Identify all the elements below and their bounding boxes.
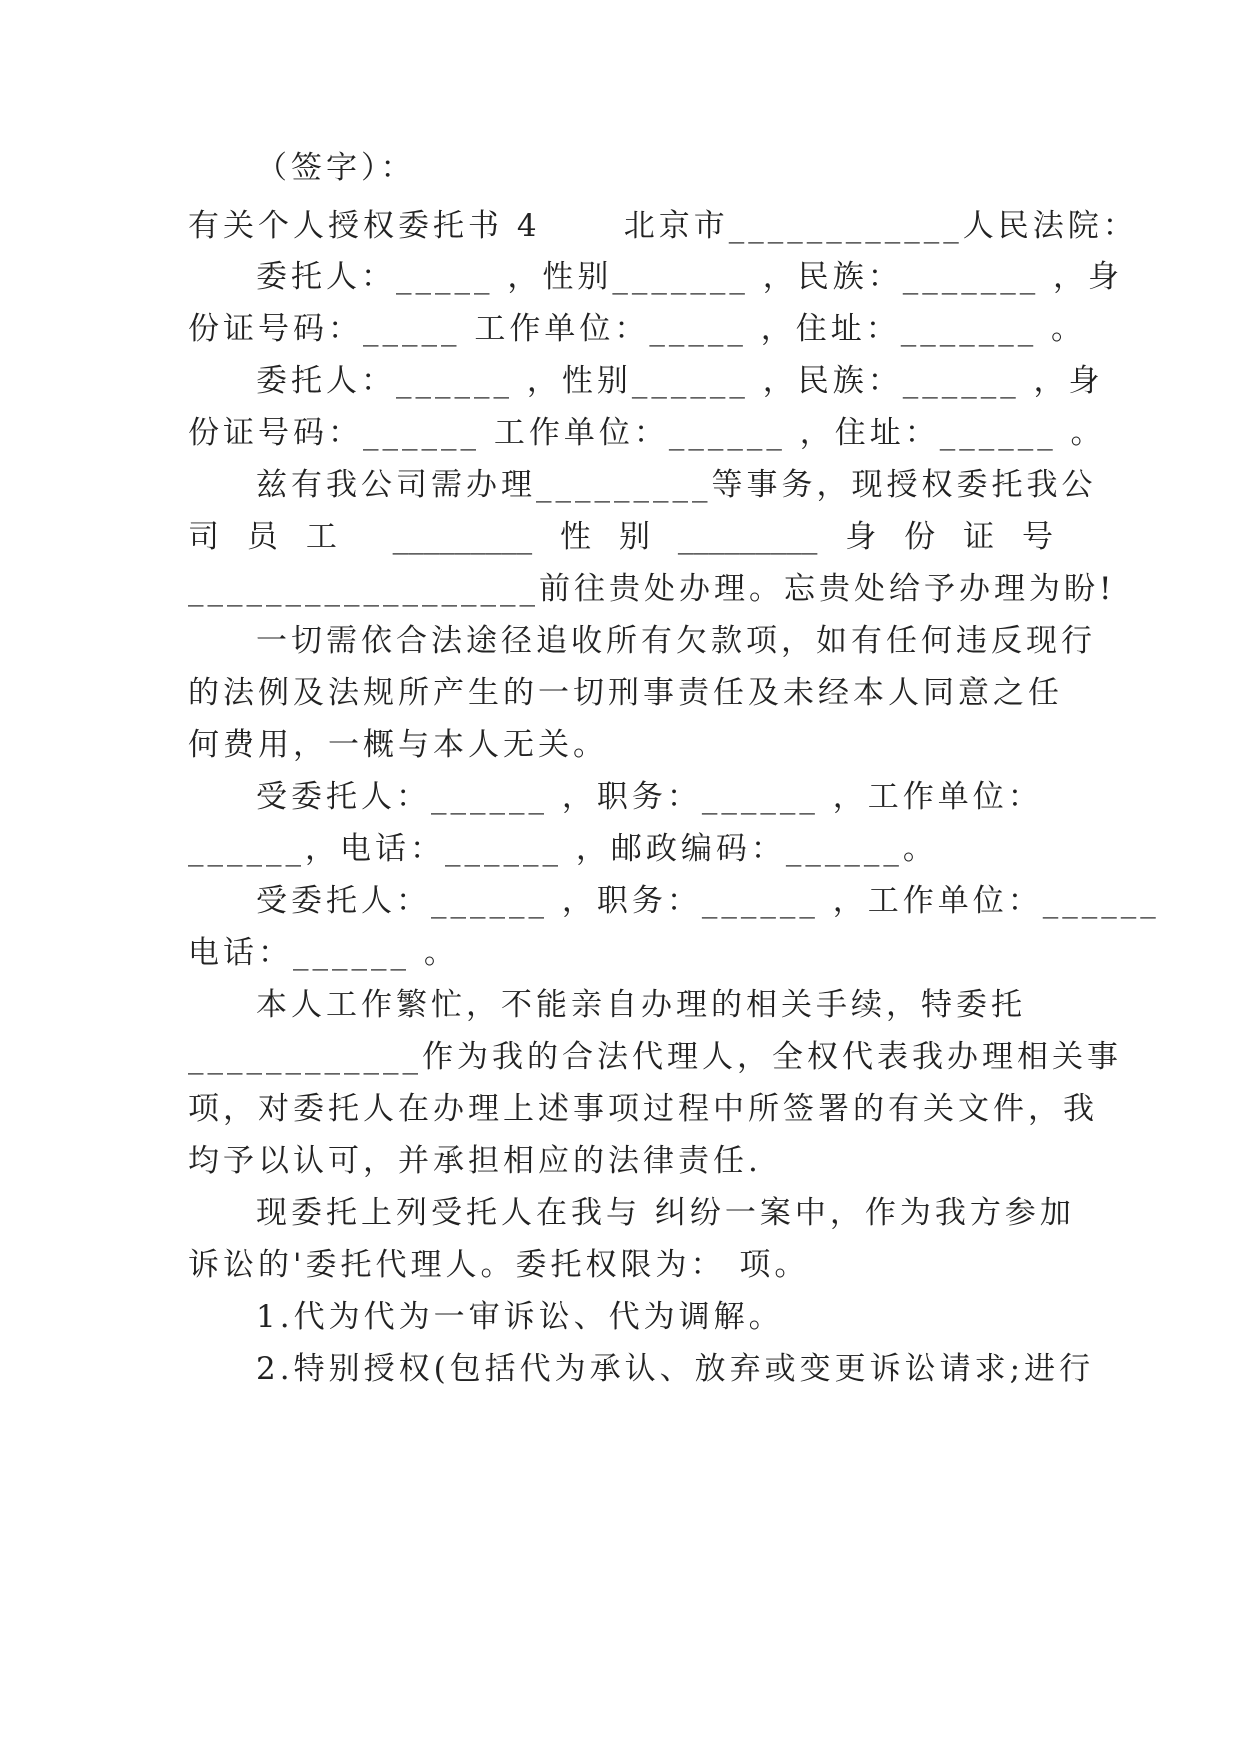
gender-word-1: 性 bbox=[560, 519, 592, 555]
agent-1-line-2: ______，电话：______ ，邮政编码：______。 bbox=[188, 831, 938, 867]
title-line: 有关个人授权委托书 4 北京市____________人民法院： bbox=[188, 208, 1138, 244]
employee-word-3: 工 bbox=[305, 519, 337, 555]
company-matter-line: 兹有我公司需办理_________等事务，现授权委托我公 bbox=[256, 467, 1097, 503]
liability-line-2: 的法例及法规所产生的一切刑事责任及未经本人同意之任 bbox=[188, 675, 1063, 711]
busy-statement-line-4: 均予以认可，并承担相应的法律责任. bbox=[188, 1143, 762, 1179]
agent-2-line-1: 受委托人：______ ，职务：______ ，工作单位：______ bbox=[256, 883, 1160, 919]
employee-word-2: 员 bbox=[246, 519, 278, 555]
id-word-2: 份 bbox=[904, 519, 936, 555]
busy-statement-line-1: 本人工作繁忙，不能亲自办理的相关手续，特委托 bbox=[256, 987, 1026, 1023]
agent-2-line-2: 电话：______ 。 bbox=[188, 935, 459, 971]
busy-statement-line-3: 项，对委托人在办理上述事项过程中所签署的有关文件，我 bbox=[188, 1091, 1098, 1127]
gender-word-2: 别 bbox=[618, 519, 650, 555]
visit-request-line: __________________前往贵处办理。忘贵处给予办理为盼! bbox=[188, 571, 1116, 607]
authority-item-2: 2.特别授权(包括代为承认、放弃或变更诉讼请求;进行 bbox=[256, 1351, 1095, 1387]
employee-name-blank: _________ bbox=[392, 519, 533, 555]
id-word-3: 证 bbox=[963, 519, 995, 555]
agent-1-line-1: 受委托人：______ ，职务：______ ，工作单位： bbox=[256, 779, 1043, 815]
principal-1-line-1: 委托人：_____ ，性别_______ ，民族：_______ ，身 bbox=[256, 259, 1124, 295]
employee-word-1: 司 bbox=[188, 519, 219, 555]
liability-line-1: 一切需依合法途径追收所有欠款项，如有任何违反现行 bbox=[256, 623, 1096, 659]
litigation-line-2: 诉讼的'委托代理人。委托权限为： 项。 bbox=[188, 1247, 810, 1283]
liability-line-3: 何费用，一概与本人无关。 bbox=[188, 727, 608, 763]
employee-line bbox=[188, 515, 1053, 559]
id-word-4: 号 bbox=[1021, 519, 1053, 555]
busy-statement-line-2: ____________作为我的合法代理人，全权代表我办理相关事 bbox=[188, 1039, 1122, 1075]
principal-2-line-1: 委托人：______ ，性别______ ，民族：______ ，身 bbox=[256, 363, 1104, 399]
signature-line: （签字）： bbox=[256, 150, 416, 186]
litigation-line-1: 现委托上列受托人在我与 纠纷一案中，作为我方参加 bbox=[256, 1195, 1075, 1231]
id-word-1: 身 bbox=[845, 519, 877, 555]
principal-2-line-2: 份证号码：______ 工作单位：______ ，住址：______ 。 bbox=[188, 415, 1106, 451]
principal-1-line-2: 份证号码：_____ 工作单位：_____ ，住址：_______ 。 bbox=[188, 311, 1087, 347]
gender-blank: _________ bbox=[677, 519, 818, 555]
authority-item-1: 1.代为代为一审诉讼、代为调解。 bbox=[256, 1299, 784, 1335]
